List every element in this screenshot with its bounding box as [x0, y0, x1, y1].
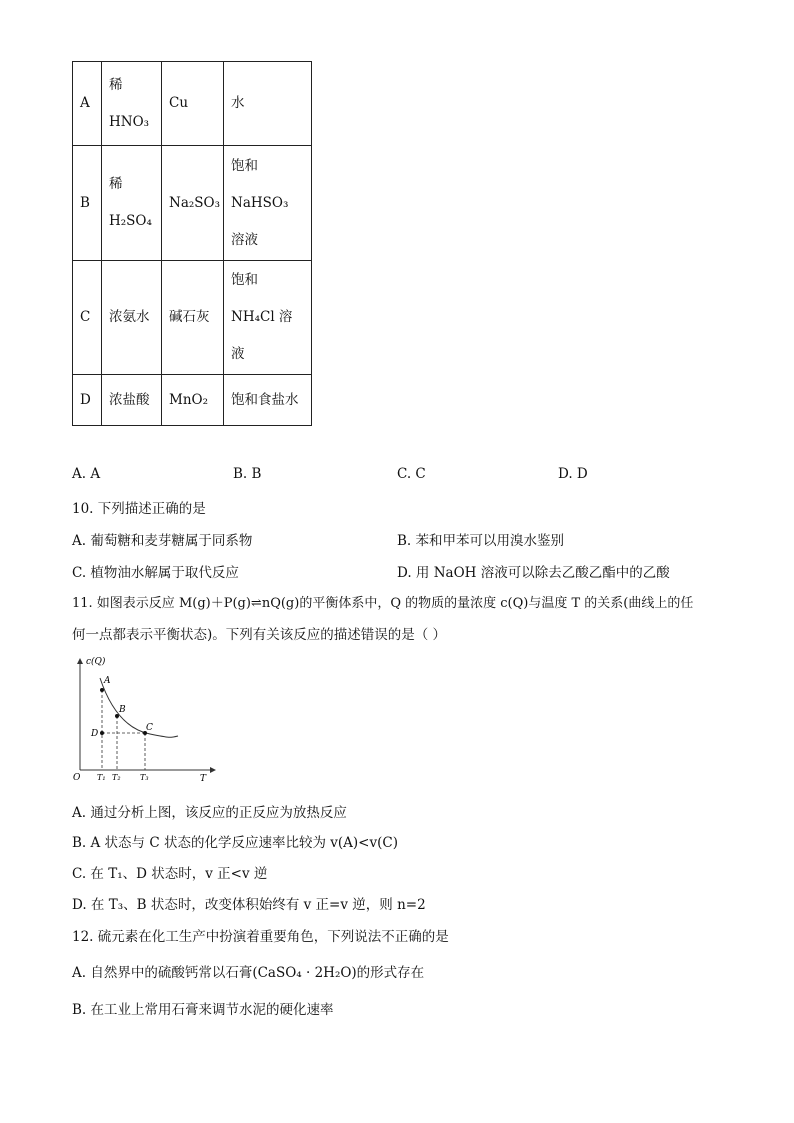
x-axis-label: T	[200, 774, 207, 784]
q11-option-b: B. A 状态与 C 状态的化学反应速率比较为 v(A)<v(C)	[72, 835, 398, 851]
solution-cell: 水	[224, 62, 312, 146]
q10-stem: 10. 下列描述正确的是	[72, 501, 206, 517]
solid-cell: MnO₂	[162, 375, 224, 426]
tick-t2: T₂	[112, 773, 121, 782]
y-axis-label: c(Q)	[86, 657, 106, 667]
point-b-label: B	[119, 705, 126, 715]
row-label: B	[73, 146, 102, 261]
origin-label: O	[73, 773, 81, 783]
table-row	[73, 375, 312, 426]
table-row	[73, 146, 312, 261]
q10-option-c: C. 植物油水解属于取代反应	[72, 565, 239, 581]
q11-option-a: A. 通过分析上图，该反应的正反应为放热反应	[72, 805, 347, 821]
solution-cell: 饱和 NaHSO₃ 溶液	[224, 146, 312, 261]
q12-option-b: B. 在工业上常用石膏来调节水泥的硬化速率	[72, 1002, 334, 1018]
solid-cell: 碱石灰	[162, 261, 224, 375]
row-label: C	[73, 261, 102, 375]
reagent-cell: 稀 H₂SO₄	[102, 146, 162, 261]
q9-option-c: C. C	[397, 466, 426, 482]
q9-option-b: B. B	[233, 466, 262, 482]
reagent-cell: 浓氨水	[102, 261, 162, 375]
reagent-cell: 浓盐酸	[102, 375, 162, 426]
reagent-table	[72, 61, 312, 426]
q12-stem: 12. 硫元素在化工生产中扮演着重要角色，下列说法不正确的是	[72, 929, 449, 945]
q11-stem-line1: 11. 如图表示反应 M(g)＋P(g)⇌nQ(g)的平衡体系中，Q 的物质的量浓度 c(Q)与温度 T 的关系(曲线上的任	[72, 596, 694, 611]
concentration-temperature-graph	[70, 652, 220, 784]
q10-option-a: A. 葡萄糖和麦芽糖属于同系物	[72, 533, 253, 549]
solution-cell: 饱和食盐水	[224, 375, 312, 426]
q10-option-d: D. 用 NaOH 溶液可以除去乙酸乙酯中的乙酸	[397, 565, 670, 581]
q9-option-d: D. D	[558, 466, 588, 482]
q11-option-d: D. 在 T₃、B 状态时，改变体积始终有 v 正=v 逆，则 n=2	[72, 897, 426, 913]
point-a-label: A	[104, 676, 111, 686]
row-label: A	[73, 62, 102, 146]
solid-cell: Cu	[162, 62, 224, 146]
q10-option-b: B. 苯和甲苯可以用溴水鉴别	[397, 533, 565, 549]
tick-t3: T₃	[140, 773, 149, 782]
solid-cell: Na₂SO₃	[162, 146, 224, 261]
reagent-cell: 稀 HNO₃	[102, 62, 162, 146]
q11-option-c: C. 在 T₁、D 状态时，v 正<v 逆	[72, 866, 268, 882]
row-label: D	[73, 375, 102, 426]
table-row	[73, 62, 312, 146]
tick-t1: T₁	[97, 773, 106, 782]
table-row	[73, 261, 312, 375]
point-d-label: D	[91, 729, 99, 739]
q11-stem-line2: 何一点都表示平衡状态)。下列有关该反应的描述错误的是（ ）	[72, 627, 447, 643]
point-c-label: C	[146, 723, 153, 733]
solution-cell: 饱和 NH₄Cl 溶 液	[224, 261, 312, 375]
q12-option-a: A. 自然界中的硫酸钙常以石膏(CaSO₄ · 2H₂O)的形式存在	[72, 965, 425, 981]
q9-option-a: A. A	[72, 466, 101, 482]
